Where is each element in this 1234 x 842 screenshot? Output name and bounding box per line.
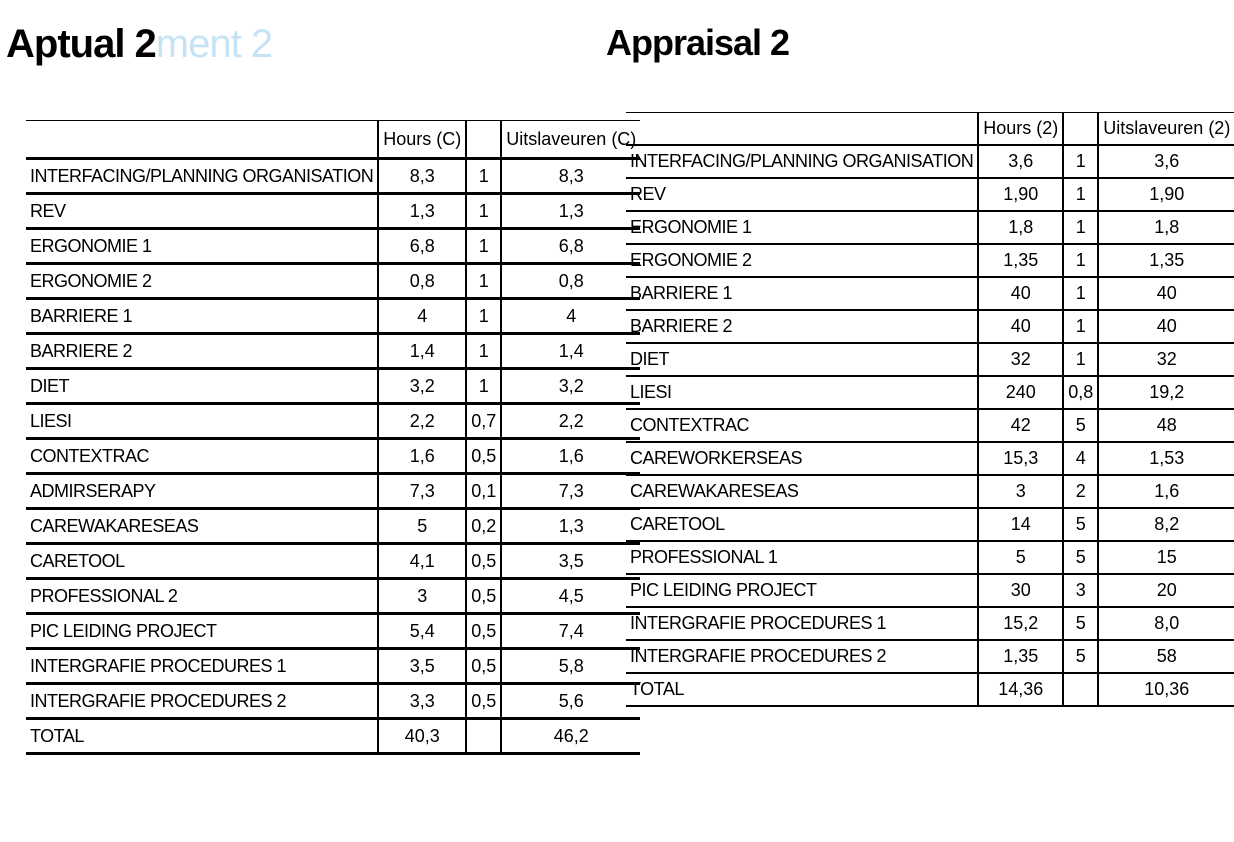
- hours-cell: 5: [978, 541, 1063, 574]
- table-row: [626, 607, 1234, 640]
- hours-cell: 1,6: [378, 439, 466, 474]
- factor-cell: 1: [1063, 244, 1098, 277]
- hours-cell: 1,35: [978, 640, 1063, 673]
- adjusted-hours-cell: 8,2: [1098, 508, 1234, 541]
- adjusted-hours-cell: 1,35: [1098, 244, 1234, 277]
- hours-cell: 40: [978, 277, 1063, 310]
- hours-table-right: [626, 112, 1234, 707]
- adjusted-hours-cell: 1,6: [501, 439, 640, 474]
- table-row: [626, 343, 1234, 376]
- table-row: [626, 178, 1234, 211]
- adjusted-hours-cell: 15: [1098, 541, 1234, 574]
- row-label: BARRIERE 1: [626, 277, 978, 310]
- factor-cell: 1: [466, 229, 501, 264]
- row-label: INTERGRAFIE PROCEDURES 1: [626, 607, 978, 640]
- title-dark: Aptual 2: [6, 22, 156, 66]
- adjusted-hours-cell: 1,53: [1098, 442, 1234, 475]
- row-label: ERGONOMIE 1: [26, 229, 378, 264]
- row-label: ERGONOMIE 2: [26, 264, 378, 299]
- table-header-row: [626, 113, 1234, 146]
- table-row: [626, 640, 1234, 673]
- table-row: [26, 649, 640, 684]
- row-label: ERGONOMIE 1: [626, 211, 978, 244]
- factor-cell: 4: [1063, 442, 1098, 475]
- table-row: [26, 579, 640, 614]
- table-row: [26, 334, 640, 369]
- row-label: LIESI: [626, 376, 978, 409]
- adjusted-hours-cell: 8,3: [501, 159, 640, 194]
- adjusted-hours-cell: 5,6: [501, 684, 640, 719]
- column-header: [466, 121, 501, 159]
- hours-cell: 15,2: [978, 607, 1063, 640]
- adjusted-hours-cell: 2,2: [501, 404, 640, 439]
- row-label: DIET: [26, 369, 378, 404]
- row-label: INTERFACING/PLANNING ORGANISATION: [626, 145, 978, 178]
- adjusted-hours-cell: 40: [1098, 277, 1234, 310]
- row-label: PIC LEIDING PROJECT: [626, 574, 978, 607]
- factor-cell: 0,5: [466, 544, 501, 579]
- row-label: CAREWAKARESEAS: [626, 475, 978, 508]
- factor-cell: 1: [466, 334, 501, 369]
- hours-cell: 30: [978, 574, 1063, 607]
- hours-cell: 3: [378, 579, 466, 614]
- factor-cell: 1: [1063, 211, 1098, 244]
- factor-cell: 0,5: [466, 439, 501, 474]
- factor-cell: 3: [1063, 574, 1098, 607]
- adjusted-hours-cell: 4,5: [501, 579, 640, 614]
- hours-cell: 3,6: [978, 145, 1063, 178]
- adjusted-hours-cell: 7,4: [501, 614, 640, 649]
- factor-cell: 5: [1063, 640, 1098, 673]
- row-label: INTERGRAFIE PROCEDURES 2: [26, 684, 378, 719]
- hours-cell: 4,1: [378, 544, 466, 579]
- column-header: Hours (2): [978, 113, 1063, 146]
- hours-cell: 1,90: [978, 178, 1063, 211]
- adjusted-hours-cell: 1,4: [501, 334, 640, 369]
- table-row: [26, 299, 640, 334]
- column-header: [26, 121, 378, 159]
- factor-cell: 1: [1063, 310, 1098, 343]
- page-title: [6, 22, 272, 67]
- factor-cell: 1: [1063, 343, 1098, 376]
- factor-cell: 1: [466, 299, 501, 334]
- table-row: [26, 439, 640, 474]
- column-header: Uitslaveuren (C): [501, 121, 640, 159]
- factor-cell: 0,5: [466, 649, 501, 684]
- adjusted-hours-cell: 20: [1098, 574, 1234, 607]
- table-row: [626, 277, 1234, 310]
- row-label: PIC LEIDING PROJECT: [26, 614, 378, 649]
- table-row: [626, 211, 1234, 244]
- table-row: [26, 369, 640, 404]
- page-title: Appraisal 2: [606, 22, 790, 63]
- row-label: CARETOOL: [26, 544, 378, 579]
- table-row: [26, 229, 640, 264]
- row-label: INTERGRAFIE PROCEDURES 2: [626, 640, 978, 673]
- factor-cell: 1: [1063, 277, 1098, 310]
- row-label: LIESI: [26, 404, 378, 439]
- total-adjusted: 10,36: [1098, 673, 1234, 706]
- row-label: CARETOOL: [626, 508, 978, 541]
- total-hours: 14,36: [978, 673, 1063, 706]
- adjusted-hours-cell: 48: [1098, 409, 1234, 442]
- hours-cell: 8,3: [378, 159, 466, 194]
- hours-cell: 2,2: [378, 404, 466, 439]
- factor-cell: 0,2: [466, 509, 501, 544]
- hours-cell: 1,4: [378, 334, 466, 369]
- hours-cell: 240: [978, 376, 1063, 409]
- adjusted-hours-cell: 7,3: [501, 474, 640, 509]
- table-row: [626, 508, 1234, 541]
- adjusted-hours-cell: 1,3: [501, 509, 640, 544]
- row-label: ADMIRSERAPY: [26, 474, 378, 509]
- hours-cell: 3: [978, 475, 1063, 508]
- table-row: [626, 442, 1234, 475]
- hours-table-left: [26, 120, 640, 755]
- total-empty: [466, 719, 501, 754]
- adjusted-hours-cell: 1,3: [501, 194, 640, 229]
- factor-cell: 5: [1063, 508, 1098, 541]
- table-row: [26, 684, 640, 719]
- table-row: [626, 376, 1234, 409]
- factor-cell: 0,5: [466, 684, 501, 719]
- adjusted-hours-cell: 40: [1098, 310, 1234, 343]
- hours-cell: 5,4: [378, 614, 466, 649]
- title-ghost: ment 2: [155, 22, 273, 66]
- total-adjusted: 46,2: [501, 719, 640, 754]
- factor-cell: 1: [466, 369, 501, 404]
- factor-cell: 5: [1063, 409, 1098, 442]
- total-label: TOTAL: [26, 719, 378, 754]
- factor-cell: 0,5: [466, 614, 501, 649]
- adjusted-hours-cell: 19,2: [1098, 376, 1234, 409]
- hours-cell: 6,8: [378, 229, 466, 264]
- factor-cell: 1: [1063, 178, 1098, 211]
- adjusted-hours-cell: 32: [1098, 343, 1234, 376]
- hours-cell: 40: [978, 310, 1063, 343]
- row-label: CAREWAKARESEAS: [26, 509, 378, 544]
- adjusted-hours-cell: 8,0: [1098, 607, 1234, 640]
- total-label: TOTAL: [626, 673, 978, 706]
- factor-cell: 0,5: [466, 579, 501, 614]
- row-label: BARRIERE 2: [26, 334, 378, 369]
- factor-cell: 1: [466, 194, 501, 229]
- table-row: [626, 145, 1234, 178]
- hours-cell: 14: [978, 508, 1063, 541]
- hours-cell: 1,35: [978, 244, 1063, 277]
- row-label: BARRIERE 1: [26, 299, 378, 334]
- table-row: [26, 159, 640, 194]
- row-label: BARRIERE 2: [626, 310, 978, 343]
- table-row: [26, 264, 640, 299]
- adjusted-hours-cell: 5,8: [501, 649, 640, 684]
- adjusted-hours-cell: 1,6: [1098, 475, 1234, 508]
- row-label: CONTEXTRAC: [26, 439, 378, 474]
- row-label: PROFESSIONAL 2: [26, 579, 378, 614]
- adjusted-hours-cell: 1,8: [1098, 211, 1234, 244]
- column-header: Hours (C): [378, 121, 466, 159]
- table-row: [626, 541, 1234, 574]
- hours-cell: 3,3: [378, 684, 466, 719]
- adjusted-hours-cell: 6,8: [501, 229, 640, 264]
- row-label: REV: [626, 178, 978, 211]
- total-empty: [1063, 673, 1098, 706]
- hours-cell: 7,3: [378, 474, 466, 509]
- total-hours: 40,3: [378, 719, 466, 754]
- table-row: [26, 474, 640, 509]
- factor-cell: 5: [1063, 607, 1098, 640]
- factor-cell: 1: [466, 159, 501, 194]
- hours-cell: 1,3: [378, 194, 466, 229]
- factor-cell: 2: [1063, 475, 1098, 508]
- table-row: [626, 244, 1234, 277]
- table-row: [626, 409, 1234, 442]
- column-header: [626, 113, 978, 146]
- table-row: [626, 574, 1234, 607]
- total-row: [626, 673, 1234, 706]
- table-row: [26, 194, 640, 229]
- column-header: [1063, 113, 1098, 146]
- factor-cell: 0,1: [466, 474, 501, 509]
- table-row: [626, 310, 1234, 343]
- row-label: INTERGRAFIE PROCEDURES 1: [26, 649, 378, 684]
- factor-cell: 0,7: [466, 404, 501, 439]
- adjusted-hours-cell: 4: [501, 299, 640, 334]
- factor-cell: 1: [1063, 145, 1098, 178]
- row-label: PROFESSIONAL 1: [626, 541, 978, 574]
- table-row: [626, 475, 1234, 508]
- adjusted-hours-cell: 1,90: [1098, 178, 1234, 211]
- column-header: Uitslaveuren (2): [1098, 113, 1234, 146]
- adjusted-hours-cell: 3,6: [1098, 145, 1234, 178]
- row-label: CAREWORKERSEAS: [626, 442, 978, 475]
- row-label: REV: [26, 194, 378, 229]
- hours-cell: 0,8: [378, 264, 466, 299]
- factor-cell: 0,8: [1063, 376, 1098, 409]
- table-row: [26, 544, 640, 579]
- adjusted-hours-cell: 58: [1098, 640, 1234, 673]
- row-label: INTERFACING/PLANNING ORGANISATION: [26, 159, 378, 194]
- table-row: [26, 614, 640, 649]
- row-label: ERGONOMIE 2: [626, 244, 978, 277]
- adjusted-hours-cell: 0,8: [501, 264, 640, 299]
- hours-cell: 4: [378, 299, 466, 334]
- factor-cell: 5: [1063, 541, 1098, 574]
- hours-cell: 3,2: [378, 369, 466, 404]
- hours-cell: 42: [978, 409, 1063, 442]
- row-label: DIET: [626, 343, 978, 376]
- row-label: CONTEXTRAC: [626, 409, 978, 442]
- total-row: [26, 719, 640, 754]
- hours-cell: 3,5: [378, 649, 466, 684]
- adjusted-hours-cell: 3,5: [501, 544, 640, 579]
- table-row: [26, 509, 640, 544]
- factor-cell: 1: [466, 264, 501, 299]
- hours-cell: 1,8: [978, 211, 1063, 244]
- hours-cell: 5: [378, 509, 466, 544]
- hours-cell: 32: [978, 343, 1063, 376]
- hours-cell: 15,3: [978, 442, 1063, 475]
- table-header-row: [26, 121, 640, 159]
- table-row: [26, 404, 640, 439]
- adjusted-hours-cell: 3,2: [501, 369, 640, 404]
